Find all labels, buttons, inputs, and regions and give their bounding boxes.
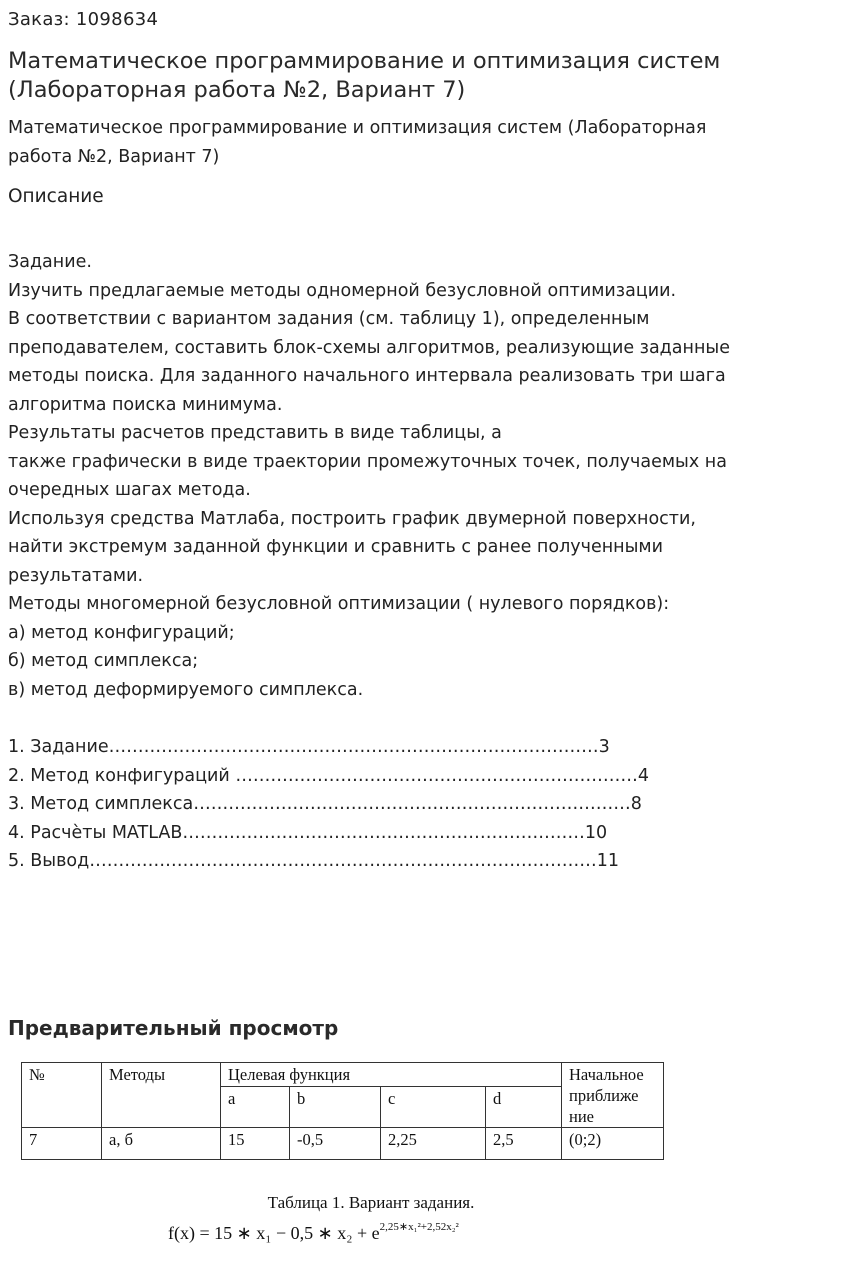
title-line: Математическое программирование и оптимизация систем xyxy=(8,48,721,74)
body-line: Результаты расчетов представить в виде таблицы, а xyxy=(8,423,502,443)
order-number: Заказ: 1098634 xyxy=(8,9,159,30)
cell-d: 2,5 xyxy=(486,1128,562,1160)
body-line: найти экстремум заданной функции и сравнить с ранее полученными xyxy=(8,537,664,557)
subheader-b: b xyxy=(290,1087,381,1128)
toc-item: 2. Метод конфигураций ……………………………………………………………4 xyxy=(8,765,649,786)
body-line: Используя средства Матлаба, построить график двумерной поверхности, xyxy=(8,508,696,529)
table-row xyxy=(22,1128,664,1160)
formula-main: f(x) = 15 ∗ x₁ − 0,5 ∗ x₂ + e xyxy=(168,1223,380,1243)
body-line: результатами. xyxy=(8,565,144,586)
variant-table xyxy=(21,1062,664,1160)
table-header-row xyxy=(22,1063,664,1087)
toc-item: 1. Задание…………………………………………………………………………3 xyxy=(8,737,610,757)
body-line: алгоритма поиска минимума. xyxy=(8,394,283,415)
table-of-contents xyxy=(8,733,649,876)
subtitle-line: Математическое программирование и оптимизация систем (Лабораторная xyxy=(8,118,707,138)
formula-exponent: 2,25∗x₁²+2,52x₂² xyxy=(379,1221,459,1233)
description-body xyxy=(8,248,838,704)
preview-heading: Предварительный просмотр xyxy=(8,1016,339,1040)
cell-a: 15 xyxy=(221,1128,290,1160)
subtitle-line: работа №2, Вариант 7) xyxy=(8,146,220,167)
cell-initial: (0;2) xyxy=(562,1128,664,1160)
preview-image xyxy=(0,1050,847,1266)
objective-formula xyxy=(168,1223,459,1244)
subheader-a: a xyxy=(221,1087,290,1128)
page-subtitle xyxy=(8,114,808,171)
body-line: очередных шагах метода. xyxy=(8,480,251,500)
table-caption: Таблица 1. Вариант задания. xyxy=(267,1193,475,1212)
header-target-function: Целевая функция xyxy=(221,1063,562,1087)
cell-b: -0,5 xyxy=(290,1128,381,1160)
body-line: В соответствии с вариантом задания (см. таблицу 1), определенным xyxy=(8,309,650,329)
header-initial: Начальное приближе ние xyxy=(562,1063,664,1128)
body-line: Изучить предлагаемые методы одномерной безусловной оптимизации. xyxy=(8,280,677,301)
body-line: методы поиска. Для заданного начального интервала реализовать три шага xyxy=(8,366,726,386)
title-line: (Лабораторная работа №2, Вариант 7) xyxy=(8,77,466,103)
toc-item: 3. Метод симплекса…………………………………………………………………8 xyxy=(8,794,642,814)
header-num: № xyxy=(22,1063,102,1128)
cell-c: 2,25 xyxy=(381,1128,486,1160)
toc-item: 4. Расчѐты MATLAB……………………………………………………………10 xyxy=(8,822,608,843)
page-title xyxy=(8,47,828,105)
cell-methods: а, б xyxy=(102,1128,221,1160)
toc-item: 5. Вывод……………………………………………………………………………11 xyxy=(8,851,619,871)
subheader-c: c xyxy=(381,1087,486,1128)
body-line: преподавателем, составить блок-схемы алгоритмов, реализующие заданные xyxy=(8,337,730,358)
subheader-d: d xyxy=(486,1087,562,1128)
body-line: в) метод деформируемого симплекса. xyxy=(8,679,364,700)
header-methods: Методы xyxy=(102,1063,221,1128)
description-heading: Описание xyxy=(8,186,104,207)
body-line: также графически в виде траектории промежуточных точек, получаемых на xyxy=(8,451,727,472)
body-line: Задание. xyxy=(8,252,92,272)
body-line: Методы многомерной безусловной оптимизации ( нулевого порядков): xyxy=(8,594,670,614)
cell-num: 7 xyxy=(22,1128,102,1160)
body-line: б) метод симплекса; xyxy=(8,651,199,671)
body-line: а) метод конфигураций; xyxy=(8,622,235,643)
